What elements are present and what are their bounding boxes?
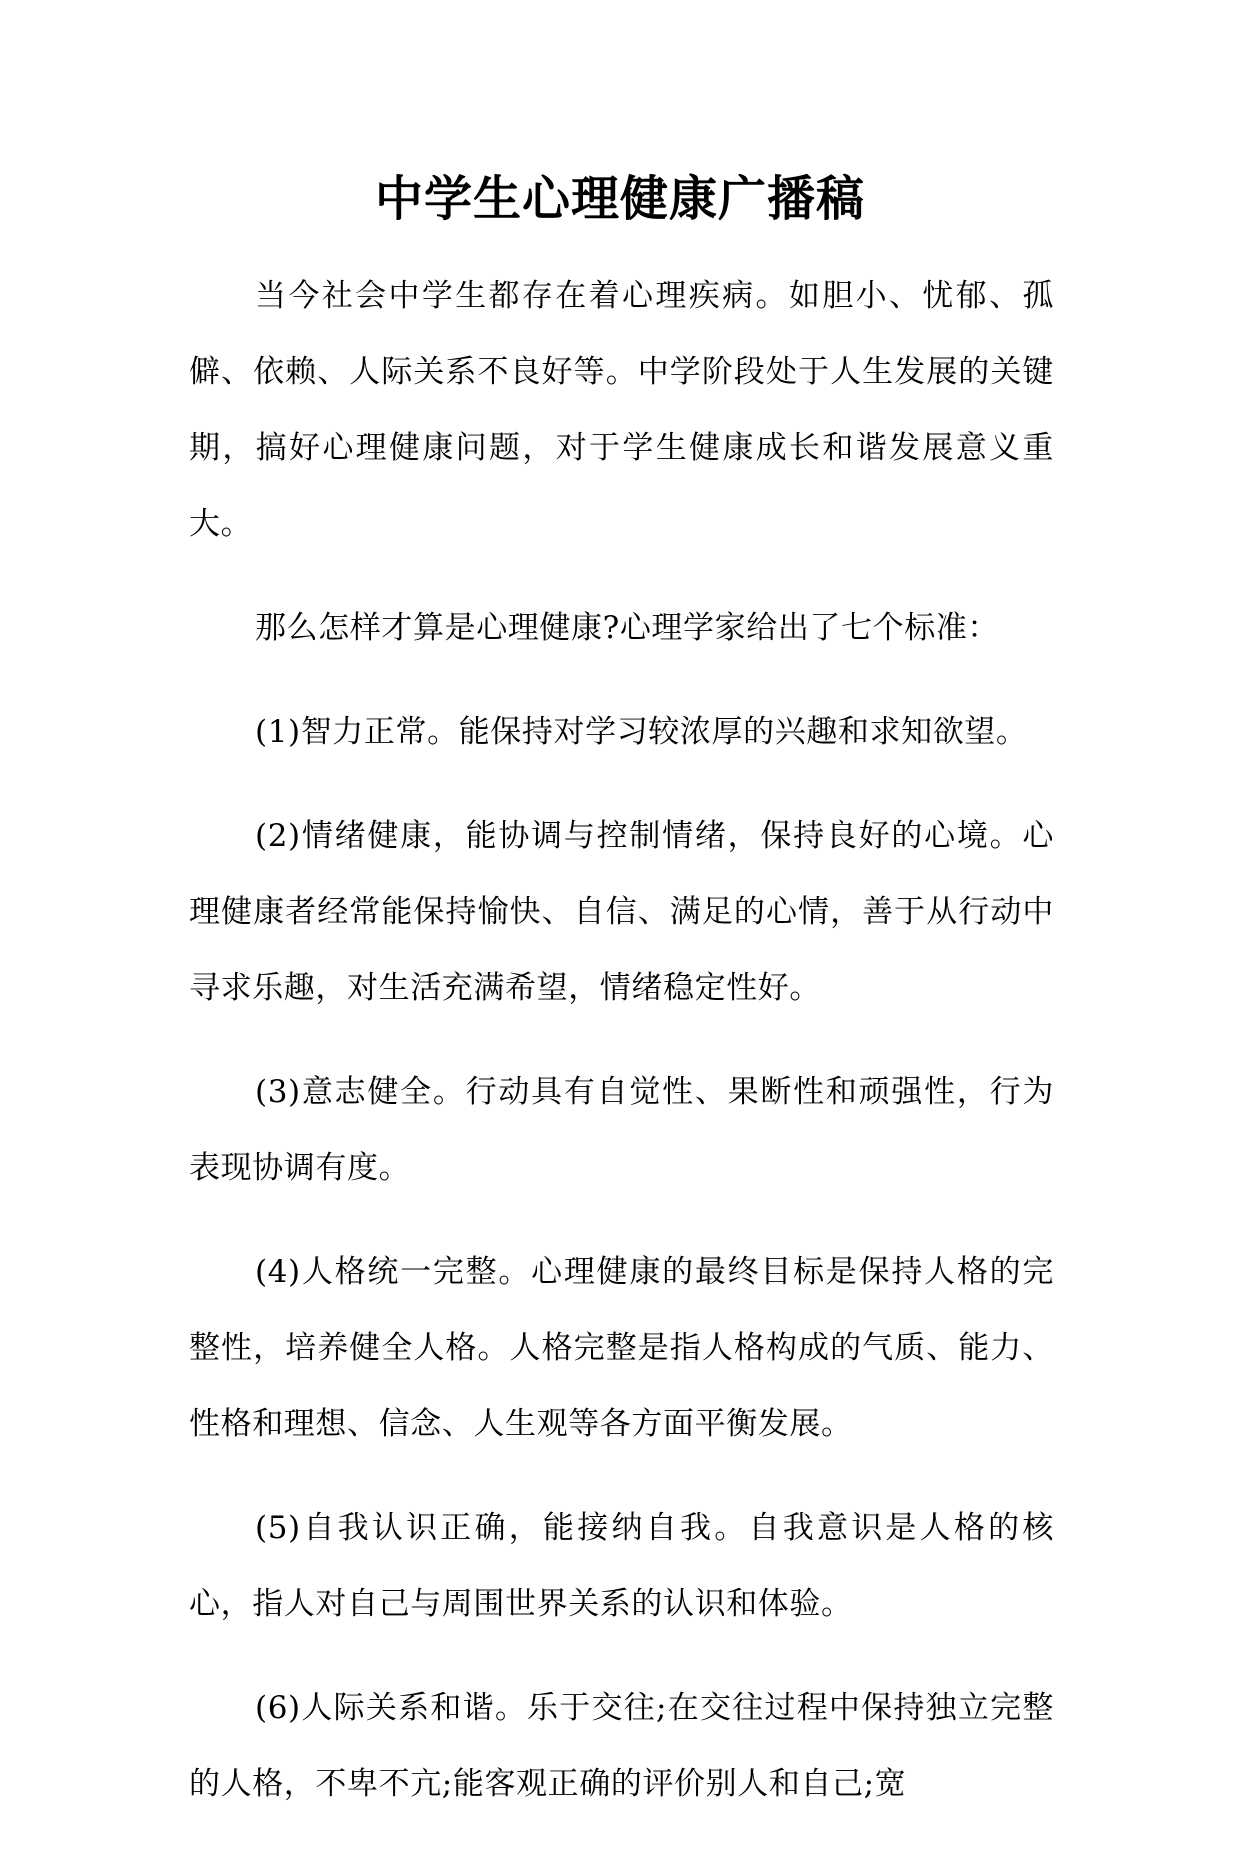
paragraph-standard-6: (6)人际关系和谐。乐于交往;在交往过程中保持独立完整的人格，不卑不亢;能客观正确的评价别人和自己;宽 [189, 1690, 1054, 1802]
paragraph-intro: 当今社会中学生都存在着心理疾病。如胆小、忧郁、孤僻、依赖、人际关系不良好等。中学阶段处于人生发展的关键期，搞好心理健康问题，对于学生健康成长和谐发展意义重大。 [189, 278, 1054, 542]
paragraph-standard-4: (4)人格统一完整。心理健康的最终目标是保持人格的完整性，培养健全人格。人格完整是指人格构成的气质、能力、性格和理想、信念、人生观等各方面平衡发展。 [189, 1254, 1054, 1442]
paragraph-question: 那么怎样才算是心理健康?心理学家给出了七个标准： [255, 610, 1000, 646]
paragraph-standard-5: (5)自我认识正确，能接纳自我。自我意识是人格的核心，指人对自己与周围世界关系的认识和体验。 [189, 1510, 1054, 1622]
paragraph-standard-1: (1)智力正常。能保持对学习较浓厚的兴趣和求知欲望。 [255, 714, 1028, 750]
paragraph-standard-3: (3)意志健全。行动具有自觉性、果断性和顽强性，行为表现协调有度。 [189, 1074, 1054, 1186]
paragraph-standard-2: (2)情绪健康，能协调与控制情绪，保持良好的心境。心理健康者经常能保持愉快、自信、满足的心情，善于从行动中寻求乐趣，对生活充满希望，情绪稳定性好。 [189, 818, 1054, 1006]
document-title: 中学生心理健康广播稿 [374, 171, 865, 227]
document-body [189, 258, 1054, 1850]
